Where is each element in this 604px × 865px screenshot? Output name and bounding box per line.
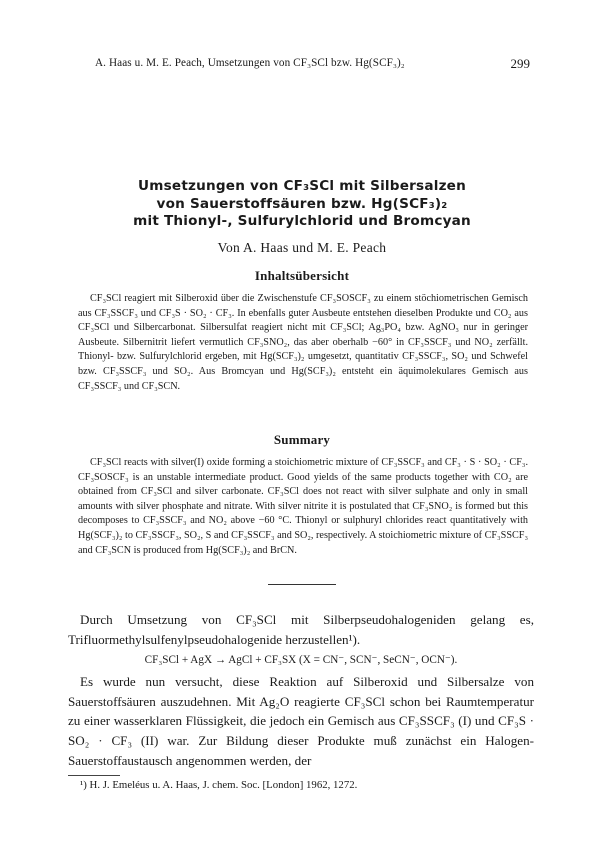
reaction-equation: CF₃SCl + AgX → AgCl + CF₃SX (X = CN⁻, SCN⁻, SeCN⁻, OCN⁻). (144, 654, 458, 667)
inhalt-abstract (78, 292, 528, 394)
page-number: 299 (510, 56, 530, 71)
body-paragraph-2: Es wurde nun versucht, diese Reaktion auf Silberoxid und Silbersalze von Sauerstoffsäuren auszudehnen. Mit Ag₂O reagierte CF₃SCl schon bei Raumtemperatur zu einer wasserklaren Flüssigkeit, die jedoch ein Gemisch aus CF₃SSCF₃ (I) und CF₃S · SO₂ · CF₃ (II) war. Zur Bildung dieser Produkte muß zunächst ein Halogen-Sauerstoffaustausch angenommen werden, der (68, 674, 534, 768)
authors-line: Von A. Haas und M. E. Peach (217, 240, 387, 255)
section-divider (268, 584, 336, 585)
footnote-rule (68, 775, 120, 776)
summary-text: CF₃SCl reacts with silver(I) oxide forming a stoichiometric mixture of CF₃SSCF₃ and CF₃ · S · SO₂ · CF₃. CF₃SOSCF₃ is an unstable intermediate product. Good yields of the same products together with CO₂ are obtained from CF₃SCl and silver carbonate. CF₃SCl does not react with silver sulphate and only in small amounts with silver phosphate and nitrate. With silver nitrite it is postulated that CF₃SNO₂ is formed but this decomposes to CF₃SSCF₃ and NO₂ above −60 °C. Thionyl or sulphuryl chlorides react quantitatively with Hg(SCF₃)₂ to CF₃SSCF₃, SO₂, S and CF₃SSCF₃ and SO₂, respectively. A stoichiometric mixture of CF₃SSCF₃ and CF₃SCN is produced from Hg(SCF₃)₂ and BrCN. (78, 457, 528, 556)
footnote: ¹) H. J. Emeléus u. A. Haas, J. chem. Soc. [London] 1962, 1272. (80, 779, 358, 791)
inhalt-text: CF₃SCl reagiert mit Silberoxid über die Zwischenstufe CF₃SOSCF₃ zu einem stöchiometrischen Gemisch aus CF₃SSCF₃ und CF₃S · SO₂ · CF₃. In ebenfalls guter Ausbeute entstehen dieselben Produkte und CO₂ aus CF₃SCl und Silbercarbonat. Silbersulfat reagiert nicht mit CF₃SCl; Ag₃PO₄ bzw. AgNO₃ nur in geringer Ausbeute. Silbernitrit liefert vermutlich CF₃SNO₂, das aber oberhalb −60° in CF₃SSCF₃ und NO₂ zerfällt. Thionyl- bzw. Sulfurylchlorid ergeben, mit Hg(SCF₃)₂ umgesetzt, quantitativ CF₃SSCF₃, SO₂ und Schwefel bzw. CF₃SSCF₃ und SO₂. Aus Bromcyan und Hg(SCF₃)₂ entsteht ein äquimolekulares Gemisch aus CF₃SSCF₃ und CF₃SCN. (78, 293, 528, 392)
inhalt-heading: Inhaltsübersicht (254, 268, 350, 283)
summary-heading: Summary (273, 432, 331, 447)
title-line-1: Umsetzungen von CF₃SCl mit Silbersalzen (138, 178, 466, 194)
article-title (80, 178, 524, 231)
body-paragraph-1: Durch Umsetzung von CF₃SCl mit Silberpseudohalogeniden gelang es, Trifluormethylsulfenylpseudohalogenide herzustellen¹). (68, 612, 534, 647)
title-line-2: von Sauerstoffsäuren bzw. Hg(SCF₃)₂ (156, 195, 448, 212)
running-head: A. Haas u. M. E. Peach, Umsetzungen von CF₃SCl bzw. Hg(SCF₃)₂ (95, 57, 405, 69)
title-line-3: mit Thionyl-, Sulfurylchlorid und Bromcyan (133, 213, 471, 229)
summary-abstract (78, 456, 528, 558)
body-text (68, 610, 534, 770)
